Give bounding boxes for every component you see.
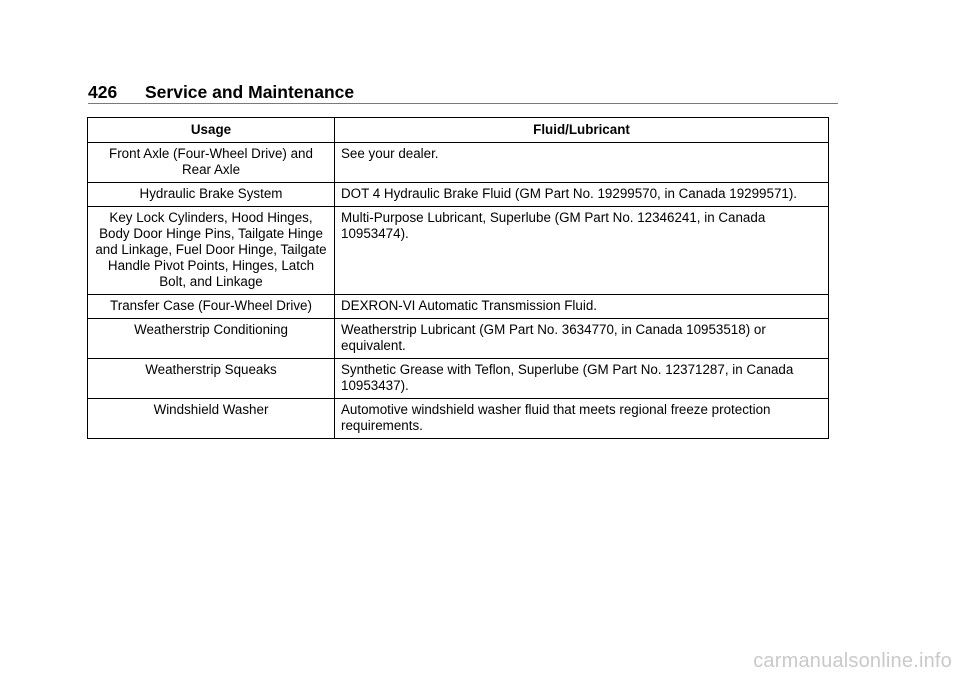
page-header — [88, 82, 838, 102]
fluid-cell: See your dealer. — [335, 143, 829, 183]
fluid-cell: DOT 4 Hydraulic Brake Fluid (GM Part No. 19299570, in Canada 19299571). — [335, 183, 829, 207]
usage-cell: Key Lock Cylinders, Hood Hinges, Body Door Hinge Pins, Tailgate Hinge and Linkage, Fuel Door Hinge, Tailgate Handle Pivot Points, Hinges, Latch Bolt, and Linkage — [88, 207, 335, 295]
usage-cell: Front Axle (Four-Wheel Drive) and Rear Axle — [88, 143, 335, 183]
watermark-text: carmanualsonline.info — [753, 650, 952, 672]
table-header-row — [88, 118, 829, 143]
usage-cell: Transfer Case (Four-Wheel Drive) — [88, 295, 335, 319]
page-number: 426 — [88, 82, 118, 102]
column-header-fluid: Fluid/Lubricant — [335, 118, 829, 143]
usage-cell: Hydraulic Brake System — [88, 183, 335, 207]
fluid-cell: Weatherstrip Lubricant (GM Part No. 3634770, in Canada 10953518) or equivalent. — [335, 319, 829, 359]
section-title: Service and Maintenance — [145, 82, 355, 102]
usage-cell: Weatherstrip Conditioning — [88, 319, 335, 359]
table-row — [88, 143, 829, 183]
table-row — [88, 183, 829, 207]
table-row — [88, 399, 829, 439]
fluid-cell: Synthetic Grease with Teflon, Superlube (GM Part No. 12371287, in Canada 10953437). — [335, 359, 829, 399]
usage-cell: Weatherstrip Squeaks — [88, 359, 335, 399]
table-row — [88, 207, 829, 295]
column-header-usage: Usage — [88, 118, 335, 143]
fluid-cell: DEXRON-VI Automatic Transmission Fluid. — [335, 295, 829, 319]
fluid-cell: Automotive windshield washer fluid that meets regional freeze protection requirements. — [335, 399, 829, 439]
fluids-lubricants-table — [87, 117, 829, 439]
header-rule — [88, 103, 838, 104]
table-row — [88, 295, 829, 319]
table-row — [88, 359, 829, 399]
fluid-cell: Multi-Purpose Lubricant, Superlube (GM Part No. 12346241, in Canada 10953474). — [335, 207, 829, 295]
table-row — [88, 319, 829, 359]
usage-cell: Windshield Washer — [88, 399, 335, 439]
